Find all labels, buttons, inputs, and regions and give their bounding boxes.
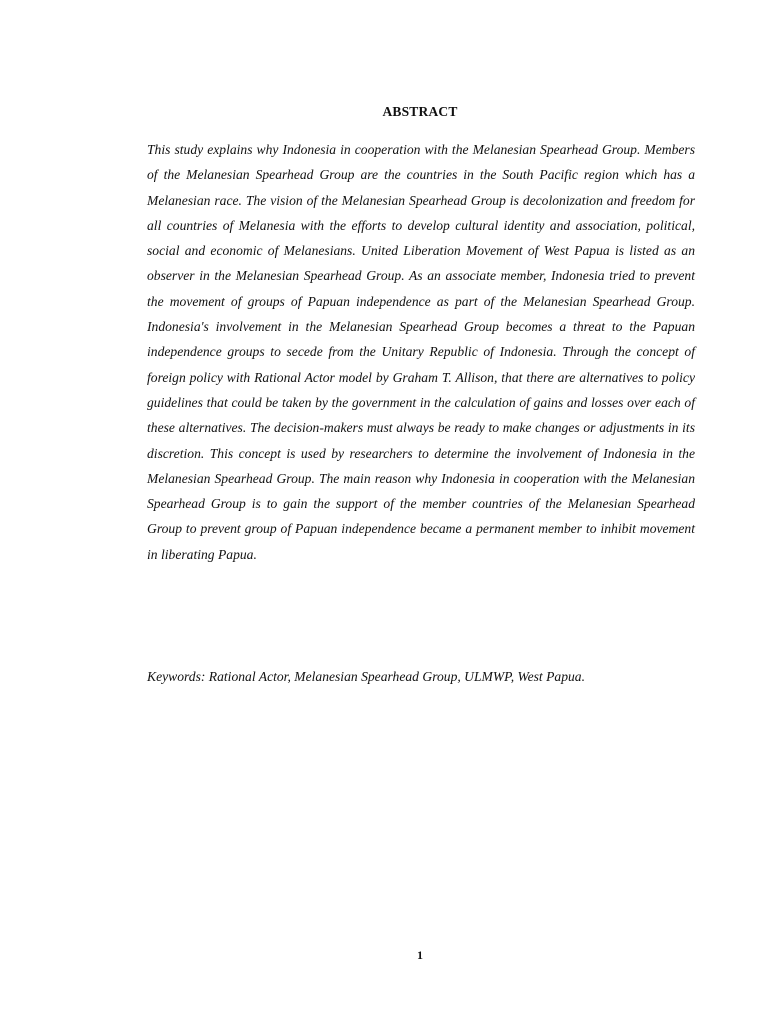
- page-number: 1: [417, 948, 423, 962]
- keywords-line: Keywords: Rational Actor, Melanesian Spearhead Group, ULMWP, West Papua.: [147, 669, 585, 684]
- abstract-heading: ABSTRACT: [382, 104, 458, 119]
- abstract-paragraph: This study explains why Indonesia in cooperation with the Melanesian Spearhead Group. Members of the Melanesian Spearhead Group are the countries in the South Pacific region which has a Melanesian race. The vision of the Melanesian Spearhead Group is decolonization and freedom for all countries of Melanesia with the efforts to develop cultural identity and association, political, social and economic of Melanesians. United Liberation Movement of West Papua is listed as an observer in the Melanesian Spearhead Group. As an associate member, Indonesia tried to prevent the movement of groups of Papuan independence as part of the Melanesian Spearhead Group. Indonesia's involvement in the Melanesian Spearhead Group becomes a threat to the Papuan independence groups to secede from the Unitary Republic of Indonesia. Through the concept of foreign policy with Rational Actor model by Graham T. Allison, that there are alternatives to policy guidelines that could be taken by the government in the calculation of gains and losses over each of these alternatives. The decision-makers must always be ready to make changes or adjustments in its discretion. This concept is used by researchers to determine the involvement of Indonesia in the Melanesian Spearhead Group. The main reason why Indonesia in cooperation with the Melanesian Spearhead Group is to gain the support of the member countries of the Melanesian Spearhead Group to prevent group of Papuan independence became a permanent member to inhibit movement in liberating Papua.: [147, 142, 695, 562]
